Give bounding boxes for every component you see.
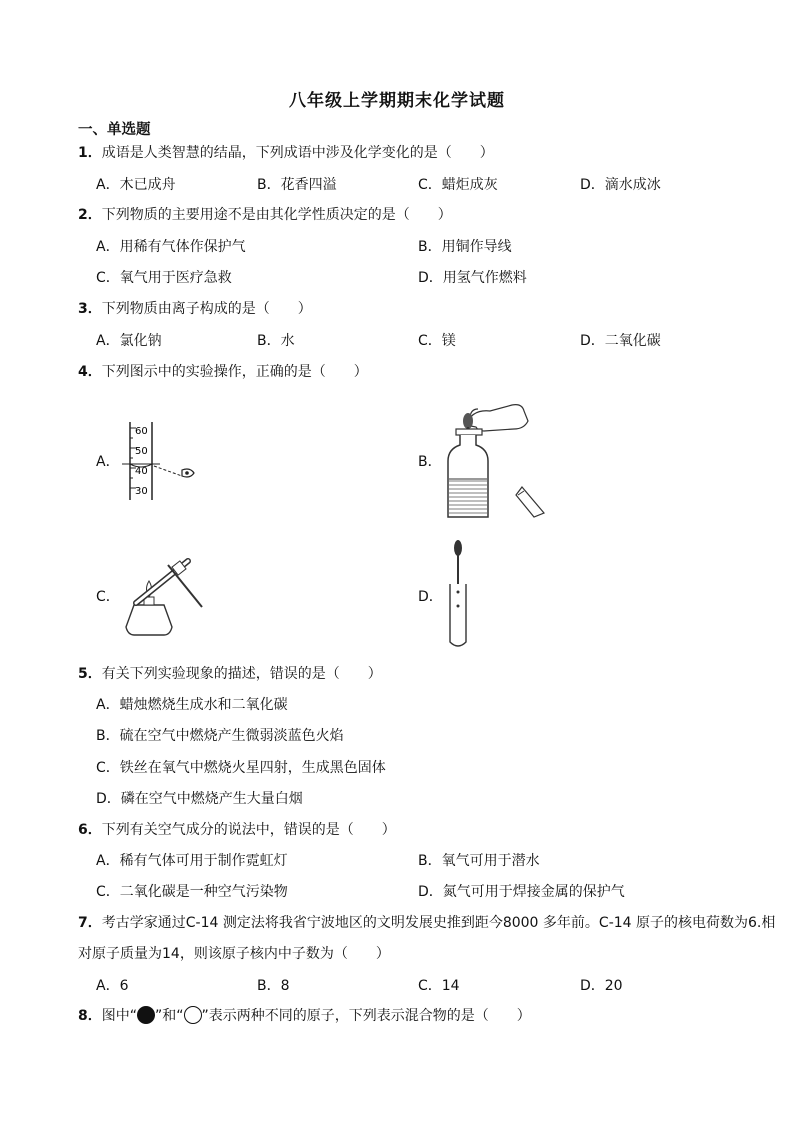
question-number: 3．: [78, 301, 102, 317]
option-d[interactable]: D．磷在空气中燃烧产生大量白烟: [96, 791, 303, 807]
option-c[interactable]: C．铁丝在氧气中燃烧火星四射，生成黑色固体: [96, 760, 386, 776]
option-b[interactable]: B．8: [257, 978, 290, 994]
option-b[interactable]: B．水: [257, 333, 295, 349]
option-c[interactable]: C．氧气用于医疗急救: [96, 270, 232, 286]
question-text-part: ”和“: [155, 1008, 184, 1024]
question-text: 下列物质由离子构成的是（ ）: [101, 301, 312, 317]
question-number: 1．: [78, 145, 102, 161]
question-number: 8．: [78, 1008, 102, 1024]
scale-label-60: 60: [135, 426, 148, 437]
question-3: [78, 299, 312, 319]
option-c[interactable]: C．二氧化碳是一种空气污染物: [96, 884, 288, 900]
option-b[interactable]: B．: [418, 454, 442, 470]
dropper-test-tube-figure: [444, 538, 474, 650]
question-number: 2．: [78, 207, 102, 223]
alcohol-lamp-icon: [126, 605, 172, 635]
section-heading: 一、单选题: [78, 122, 151, 138]
option-a[interactable]: A．用稀有气体作保护气: [96, 239, 246, 255]
question-text-part: ”表示两种不同的原子，下列表示混合物的是（ ）: [201, 1008, 531, 1024]
option-c[interactable]: C．蜡炬成灰: [418, 177, 498, 193]
option-d[interactable]: D．氮气可用于焊接金属的保护气: [418, 884, 625, 900]
option-a[interactable]: A．6: [96, 978, 129, 994]
option-c[interactable]: C．14: [418, 978, 460, 994]
question-text: 下列有关空气成分的说法中，错误的是（ ）: [101, 822, 396, 838]
question-text-part: 图中“: [101, 1008, 138, 1024]
question-7: [78, 908, 778, 970]
scale-label-30: 30: [135, 486, 148, 497]
option-a[interactable]: A．蜡烛燃烧生成水和二氧化碳: [96, 697, 288, 713]
option-a[interactable]: A．氯化钠: [96, 333, 162, 349]
question-text: 成语是人类智慧的结晶，下列成语中涉及化学变化的是（ ）: [101, 145, 494, 161]
option-d[interactable]: D．滴水成冰: [580, 177, 661, 193]
option-a[interactable]: A．木已成舟: [96, 177, 176, 193]
page-title: 八年级上学期期末化学试题: [289, 91, 505, 111]
option-a[interactable]: A．: [96, 454, 120, 470]
heating-test-tube-figure: [118, 555, 210, 639]
option-d[interactable]: D．20: [580, 978, 623, 994]
question-number: 4．: [78, 364, 102, 380]
dropper-bottle-figure: [438, 395, 550, 523]
question-number: 6．: [78, 822, 102, 838]
scale-label-50: 50: [135, 446, 148, 457]
hand-icon: [466, 405, 528, 431]
question-1: [78, 143, 494, 163]
option-b[interactable]: B．硫在空气中燃烧产生微弱淡蓝色火焰: [96, 728, 344, 744]
scale-label-40: 40: [135, 466, 148, 477]
question-text: 下列图示中的实验操作，正确的是（ ）: [101, 364, 368, 380]
question-5: [78, 664, 382, 684]
option-c[interactable]: C．: [96, 589, 120, 605]
question-text: 下列物质的主要用途不是由其化学性质决定的是（ ）: [101, 207, 452, 223]
option-d[interactable]: D．: [418, 589, 443, 605]
question-number: 5．: [78, 666, 102, 682]
graduated-cylinder-figure: [120, 418, 210, 502]
question-number: 7．: [78, 915, 102, 931]
option-c[interactable]: C．镁: [418, 333, 456, 349]
question-text: 考古学家通过C-14 测定法将我省宁波地区的文明发展史推到距今8000 多年前。C-14 原子的核电荷数为6.相对原子质量为14，则该原子核内中子数为（ ）: [78, 915, 776, 962]
question-8: [78, 1006, 531, 1026]
option-d[interactable]: D．用氢气作燃料: [418, 270, 527, 286]
option-b[interactable]: B．花香四溢: [257, 177, 337, 193]
hollow-atom-icon: [184, 1006, 202, 1024]
option-a[interactable]: A．稀有气体可用于制作霓虹灯: [96, 853, 288, 869]
option-b[interactable]: B．氧气可用于潜水: [418, 853, 540, 869]
question-text: 有关下列实验现象的描述，错误的是（ ）: [101, 666, 382, 682]
question-2: [78, 205, 452, 225]
filled-atom-icon: [137, 1006, 155, 1024]
question-6: [78, 820, 396, 840]
option-b[interactable]: B．用铜作导线: [418, 239, 512, 255]
question-4: [78, 362, 368, 382]
option-d[interactable]: D．二氧化碳: [580, 333, 661, 349]
